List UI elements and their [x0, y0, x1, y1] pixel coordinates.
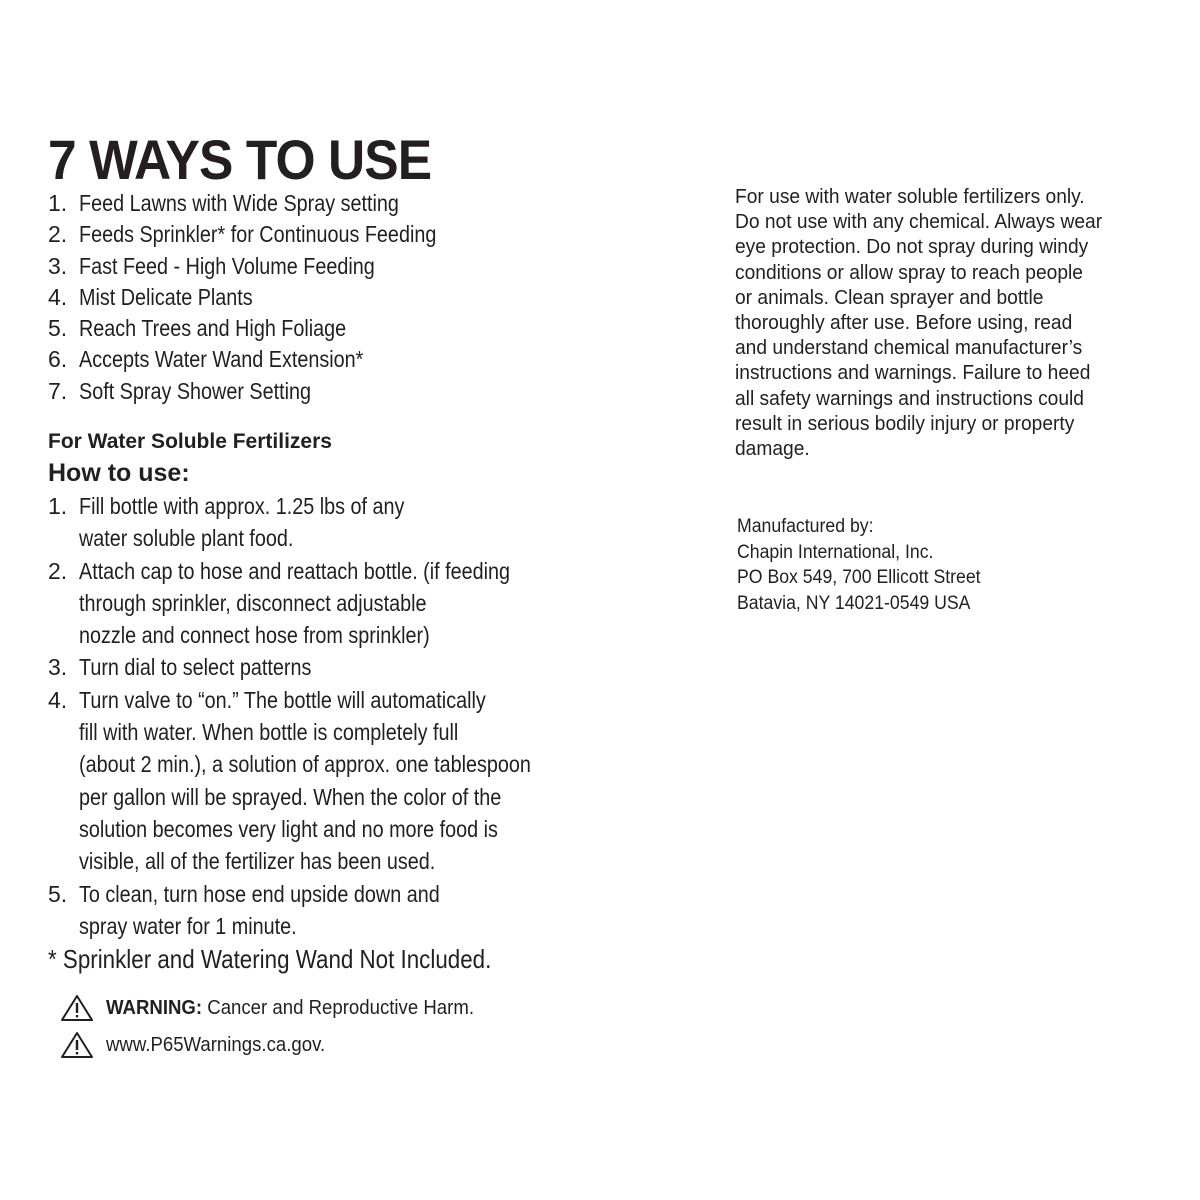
way-number: 1. [48, 190, 68, 216]
steps-list [48, 490, 605, 942]
subheading: For Water Soluble Fertilizers [48, 430, 332, 453]
step-text [79, 684, 605, 878]
caution-line: eye protection. Do not spray during windy [735, 236, 1089, 259]
way-number: 5. [48, 315, 68, 342]
warning-url: www.P65Warnings.ca.gov. [106, 1034, 326, 1056]
warning-row [60, 994, 502, 1022]
way-number: 4. [48, 283, 68, 310]
step-text-line: Turn valve to “on.” The bottle will automatically [79, 686, 486, 713]
way-item [48, 282, 495, 313]
warning-triangle-icon [60, 994, 94, 1022]
step-text-line: through sprinkler, disconnect adjustable [79, 589, 427, 616]
caution-line: instructions and warnings. Failure to heed [735, 362, 1091, 385]
manufacturer-address-line-1: PO Box 549, 700 Ellicott Street [737, 567, 981, 588]
step-text [79, 555, 580, 652]
step-text-line: To clean, turn hose end upside down and [79, 880, 440, 907]
step-text-line: spray water for 1 minute. [79, 912, 297, 939]
way-item [48, 313, 495, 344]
step-text-line: nozzle and connect hose from sprinkler) [79, 622, 430, 649]
caution-line: conditions or allow spray to reach people [735, 261, 1083, 284]
caution-line: For use with water soluble fertilizers only. [735, 186, 1085, 208]
step-number: 1. [48, 493, 68, 519]
step-item [48, 684, 605, 878]
manufacturer-info [737, 514, 999, 616]
step-text-line: Turn dial to select patterns [79, 654, 312, 681]
step-number: 4. [48, 686, 68, 713]
warning-triangle-icon [60, 1031, 94, 1059]
caution-text [735, 185, 1117, 462]
way-item [48, 344, 495, 375]
way-item [48, 188, 495, 219]
step-text-line: (about 2 min.), a solution of approx. one tablespoon [79, 751, 531, 778]
way-text: Reach Trees and High Foliage [79, 315, 347, 342]
step-text-line: per gallon will be sprayed. When the color of the [79, 783, 502, 810]
warning-label: WARNING: [106, 997, 203, 1019]
caution-line: Do not use with any chemical. Always wear [735, 211, 1103, 234]
step-text-line: Attach cap to hose and reattach bottle. (if feeding [79, 557, 511, 584]
page-title: 7 WAYS TO USE [48, 128, 432, 191]
step-number: 5. [48, 880, 68, 907]
way-item [48, 251, 495, 282]
warning-text [106, 995, 474, 1021]
way-item [48, 219, 495, 250]
way-text: Fast Feed - High Volume Feeding [79, 252, 375, 279]
step-item [48, 878, 605, 943]
step-text-line: solution becomes very light and no more food is [79, 815, 498, 842]
step-item [48, 651, 605, 683]
ways-list [48, 188, 495, 407]
step-text [79, 490, 457, 555]
step-text-line: water soluble plant food. [79, 525, 294, 552]
step-item [48, 555, 605, 652]
step-text-line: visible, all of the fertilizer has been used. [79, 848, 436, 875]
how-to-heading: How to use: [48, 459, 190, 487]
caution-line: result in serious bodily injury or property [735, 412, 1075, 435]
way-text: Soft Spray Shower Setting [79, 377, 311, 404]
step-text-line: Fill bottle with approx. 1.25 lbs of any [79, 493, 405, 519]
step-text [79, 878, 498, 943]
step-number: 2. [48, 557, 68, 584]
way-text: Feeds Sprinkler* for Continuous Feeding [79, 221, 437, 248]
warning-url-row [60, 1031, 342, 1059]
way-item [48, 376, 495, 407]
caution-line: and understand chemical manufacturer’s [735, 337, 1083, 360]
way-text: Mist Delicate Plants [79, 283, 253, 310]
way-number: 6. [48, 346, 68, 373]
caution-line: thoroughly after use. Before using, read [735, 312, 1073, 335]
way-text: Accepts Water Wand Extension* [79, 346, 364, 373]
step-text [79, 651, 349, 683]
caution-line: or animals. Clean sprayer and bottle [735, 286, 1044, 309]
warning-message: Cancer and Reproductive Harm. [202, 997, 474, 1019]
step-number: 3. [48, 654, 68, 681]
caution-line: all safety warnings and instructions could [735, 387, 1084, 410]
manufacturer-name: Chapin International, Inc. [737, 541, 934, 563]
manufacturer-label: Manufactured by: [737, 516, 874, 537]
step-item [48, 490, 605, 555]
way-number: 2. [48, 221, 68, 248]
step-text-line: fill with water. When bottle is completely full [79, 719, 459, 746]
footnote: * Sprinkler and Watering Wand Not Included. [48, 944, 492, 974]
caution-line: damage. [735, 438, 810, 461]
way-number: 3. [48, 252, 68, 279]
way-number: 7. [48, 377, 68, 404]
manufacturer-address-line-2: Batavia, NY 14021-0549 USA [737, 592, 971, 614]
way-text: Feed Lawns with Wide Spray setting [79, 190, 399, 216]
